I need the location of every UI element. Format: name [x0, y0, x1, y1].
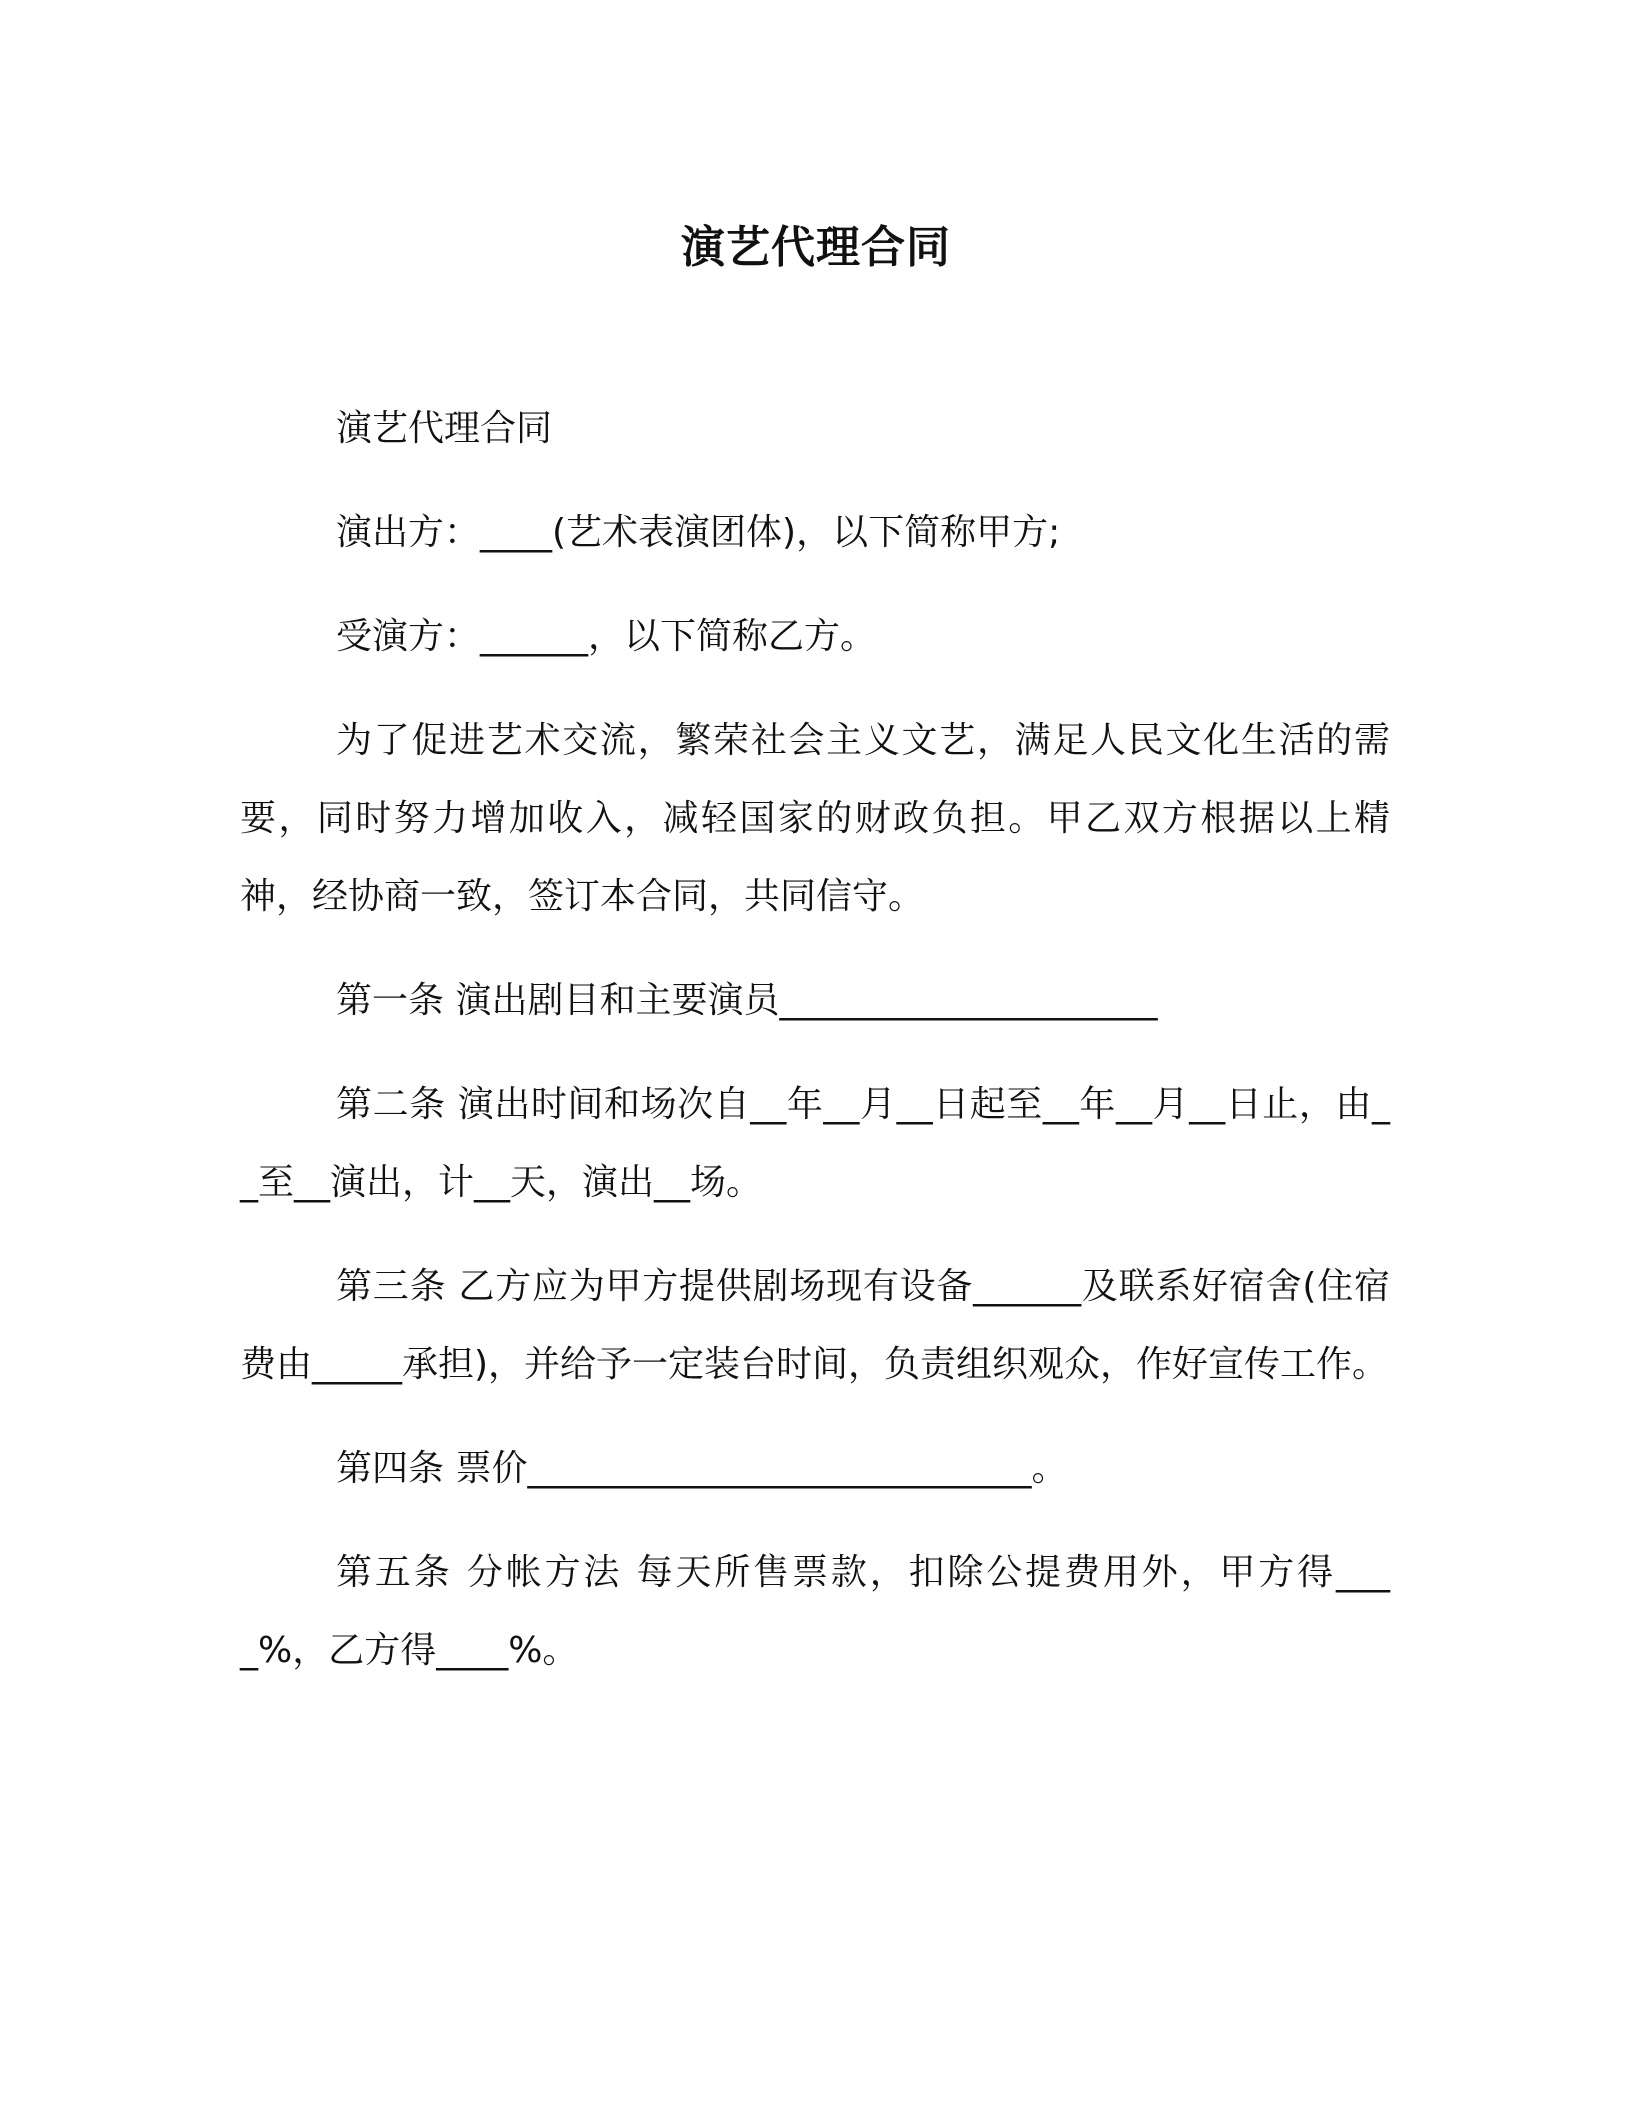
subtitle-paragraph: 演艺代理合同	[336, 408, 553, 449]
article-5-paragraph: 第五条 分帐方法 每天所售票款，扣除公提费用外，甲方得____%，乙方得____%。	[240, 1552, 1390, 1671]
host-party-paragraph: 受演方：______，以下简称乙方。	[336, 616, 877, 657]
article-4-paragraph: 第四条 票价____________________________。	[336, 1448, 1068, 1489]
preamble-paragraph: 为了促进艺术交流，繁荣社会主义文艺，满足人民文化生活的需要，同时努力增加收入，减轻国家的财政负担。甲乙双方根据以上精神，经协商一致，签订本合同，共同信守。	[240, 720, 1390, 917]
document-title: 演艺代理合同	[681, 222, 951, 273]
article-2-paragraph: 第二条 演出时间和场次自__年__月__日起至__年__月__日止，由__至__演出，计__天，演出__场。	[240, 1084, 1390, 1203]
article-3-paragraph: 第三条 乙方应为甲方提供剧场现有设备______及联系好宿舍(住宿费由_____承担)，并给予一定装台时间，负责组织观众，作好宣传工作。	[240, 1266, 1390, 1385]
performer-party-paragraph: 演出方：____(艺术表演团体)，以下简称甲方;	[336, 512, 1061, 553]
article-1-paragraph: 第一条 演出剧目和主要演员_____________________	[336, 980, 1158, 1021]
document-body	[240, 390, 1390, 1690]
